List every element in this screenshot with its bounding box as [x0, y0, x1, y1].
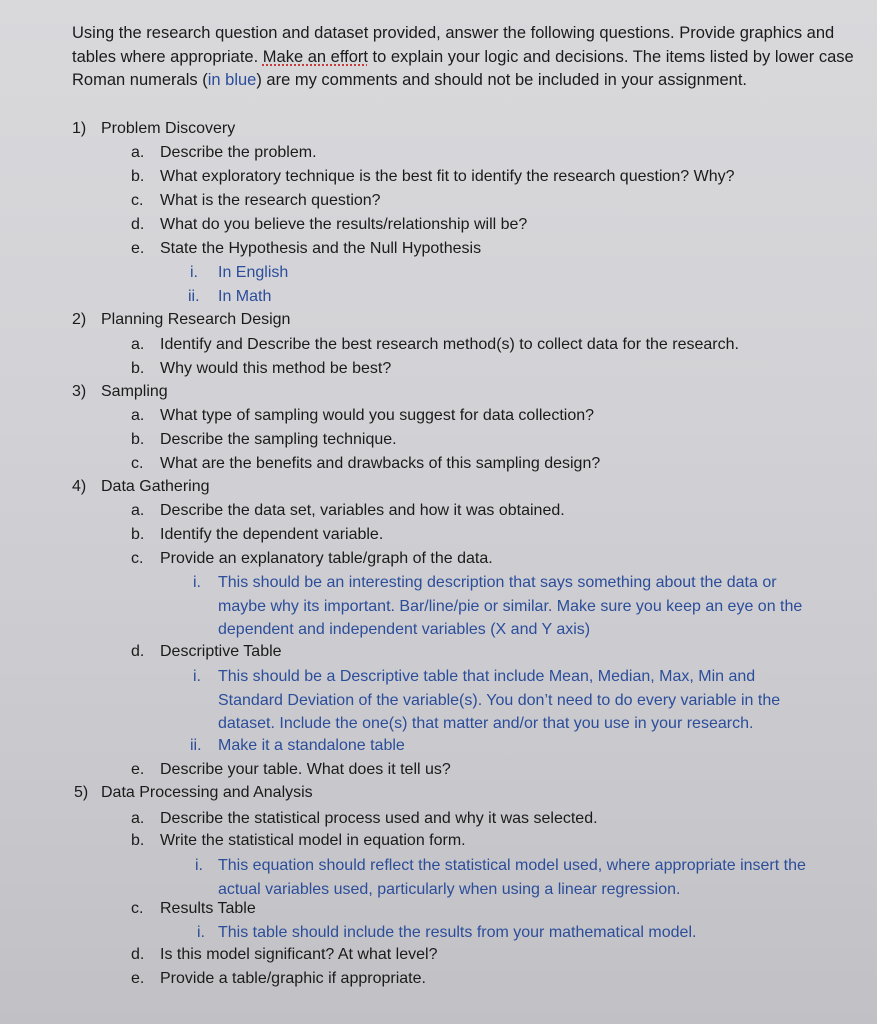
section-title: Data Gathering: [101, 478, 210, 495]
item-text: What exploratory technique is the best fit to identify the research question? Why?: [160, 168, 735, 185]
item-text: Describe the problem.: [160, 144, 317, 161]
item-marker: e.: [131, 240, 145, 257]
item-marker: a.: [131, 407, 145, 424]
section-title: Data Processing and Analysis: [101, 784, 313, 801]
comment-marker: ii.: [188, 288, 200, 305]
item-marker: a.: [131, 336, 145, 353]
comment-text: Make it a standalone table: [218, 737, 405, 754]
item-marker: c.: [131, 192, 144, 209]
item-marker: d.: [131, 946, 145, 963]
section-number: 4): [72, 478, 87, 495]
item-text: Identify and Describe the best research method(s) to collect data for the research.: [160, 336, 739, 353]
item-text: Is this model significant? At what level?: [160, 946, 438, 963]
item-text: Describe the sampling technique.: [160, 431, 397, 448]
comment-marker: i.: [195, 857, 203, 874]
comment-marker: ii.: [190, 737, 202, 754]
comment-text-continued: Standard Deviation of the variable(s). You don’t need to do every variable in the: [218, 692, 781, 709]
comment-marker: i.: [193, 668, 201, 685]
comment-text: In English: [218, 264, 289, 281]
item-marker: d.: [131, 643, 145, 660]
comment-text: This equation should reflect the statistical model used, where appropriate insert the: [218, 857, 806, 874]
section-number: 1): [72, 120, 87, 137]
item-marker: a.: [131, 502, 145, 519]
item-text: What type of sampling would you suggest for data collection?: [160, 407, 595, 424]
item-marker: e.: [131, 970, 145, 987]
comment-marker: i.: [190, 264, 198, 281]
item-text: What is the research question?: [160, 192, 381, 209]
item-text: Describe your table. What does it tell us?: [160, 761, 451, 778]
intro-text-3: ) are my comments and should not be included in your assignment.: [256, 71, 748, 89]
comment-text: This table should include the results from your mathematical model.: [218, 924, 697, 941]
item-text: Provide an explanatory table/graph of the data.: [160, 550, 493, 567]
item-text: Why would this method be best?: [160, 360, 392, 377]
item-text: What are the benefits and drawbacks of this sampling design?: [160, 455, 601, 472]
comment-text: This should be a Descriptive table that include Mean, Median, Max, Min and: [218, 668, 756, 685]
item-marker: b.: [131, 832, 145, 849]
section-number: 3): [72, 383, 87, 400]
item-text: Descriptive Table: [160, 643, 282, 660]
section-number: 2): [72, 311, 87, 328]
comment-marker: i.: [193, 574, 201, 591]
intro-text-1: Using the research question and dataset provided, answer the following questions. Provide graphics and tables where appropriate.: [72, 24, 835, 66]
comment-text: In Math: [218, 288, 272, 305]
item-text: Identify the dependent variable.: [160, 526, 384, 543]
comment-marker: i.: [197, 924, 205, 941]
item-marker: c.: [131, 455, 144, 472]
item-text: What do you believe the results/relationship will be?: [160, 216, 528, 233]
item-marker: c.: [131, 900, 144, 917]
item-marker: b.: [131, 360, 145, 377]
item-marker: d.: [131, 216, 145, 233]
section-number: 5): [74, 784, 89, 801]
section-title: Planning Research Design: [101, 311, 291, 328]
item-text: Describe the statistical process used and why it was selected.: [160, 810, 598, 827]
item-text: Describe the data set, variables and how it was obtained.: [160, 502, 565, 519]
item-marker: a.: [131, 810, 145, 827]
item-marker: e.: [131, 761, 145, 778]
item-marker: b.: [131, 431, 145, 448]
item-text: Write the statistical model in equation form.: [160, 832, 466, 849]
intro-in-blue: in blue: [207, 71, 257, 89]
item-marker: b.: [131, 526, 145, 543]
item-text: State the Hypothesis and the Null Hypothesis: [160, 240, 482, 257]
intro-paragraph: [72, 22, 862, 93]
comment-text: This should be an interesting description that says something about the data or: [218, 574, 777, 591]
item-marker: a.: [131, 144, 145, 161]
intro-text-2: to explain your logic and decisions. The items listed by lower case Roman numerals (: [72, 47, 854, 89]
intro-make-effort: Make an effort: [262, 47, 368, 66]
item-marker: b.: [131, 168, 145, 185]
comment-text-continued: dataset. Include the one(s) that matter and/or that you use in your research.: [218, 715, 754, 732]
item-text: Provide a table/graphic if appropriate.: [160, 970, 426, 987]
item-marker: c.: [131, 550, 144, 567]
comment-text-continued: dependent and independent variables (X and Y axis): [218, 621, 591, 638]
comment-text-continued: actual variables used, particularly when using a linear regression.: [218, 881, 681, 898]
item-text: Results Table: [160, 900, 256, 917]
comment-text-continued: maybe why its important. Bar/line/pie or similar. Make sure you keep an eye on the: [218, 598, 803, 615]
section-title: Problem Discovery: [101, 120, 236, 137]
section-title: Sampling: [101, 383, 168, 400]
